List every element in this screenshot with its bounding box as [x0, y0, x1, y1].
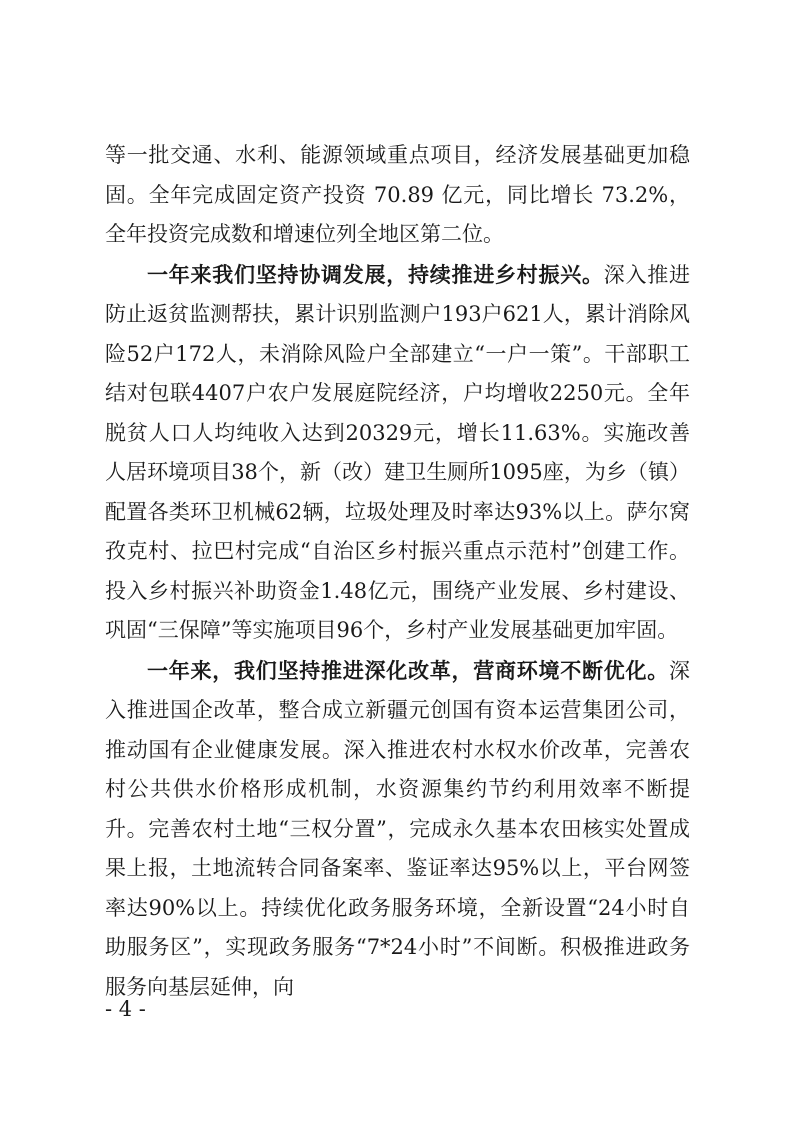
paragraph-text: 等一批交通、水利、能源领域重点项目，经济发展基础更加稳固。全年完成固定资产投资 70.89 亿元，同比增长 73.2%，全年投资完成数和增速位列全地区第二位。	[105, 143, 690, 246]
page-number: - 4 -	[105, 997, 146, 1021]
paragraph-lead-heading: 一年来，我们坚持推进深化改革，营商环境不断优化。	[147, 657, 669, 683]
paragraph-reform	[105, 651, 690, 1008]
document-body	[105, 136, 690, 1007]
paragraph-rural-revitalization	[105, 255, 690, 651]
paragraph-lead-heading: 一年来我们坚持协调发展，持续推进乡村振兴。	[147, 261, 604, 287]
paragraph-text: 深入推进防止返贫监测帮扶，累计识别监测户193户621人，累计消除风险52户172人，未消除风险户全部建立“一户一策”。干部职工结对包联4407户农户发展庭院经济，户均增收2250元。全年脱贫人口人均纯收入达到20329元，增长11.63%。实施改善人居环境项目38个，新（改）建卫生厕所1095座，为乡（镇）配置各类环卫机械62辆，垃圾处理及时率达93%以上。萨尔窝孜克村、拉巴村完成“自治区乡村振兴重点示范村”创建工作。投入乡村振兴补助资金1.48亿元，围绕产业发展、乡村建设、巩固“三保障”等实施项目96个，乡村产业发展基础更加牢固。	[105, 262, 690, 642]
paragraph-investment	[105, 136, 690, 255]
paragraph-text: 深入推进国企改革，整合成立新疆元创国有资本运营集团公司，推动国有企业健康发展。深入推进农村水权水价改革，完善农村公共供水价格形成机制，水资源集约节约利用效率不断提升。完善农村土地“三权分置”，完成永久基本农田核实处置成果上报，土地流转合同备案率、鉴证率达95%以上，平台网签率达90%以上。持续优化政务服务环境，全新设置“24小时自助服务区”，实现政务服务“7*24小时”不间断。积极推进政务服务向基层延伸，向	[105, 658, 690, 999]
